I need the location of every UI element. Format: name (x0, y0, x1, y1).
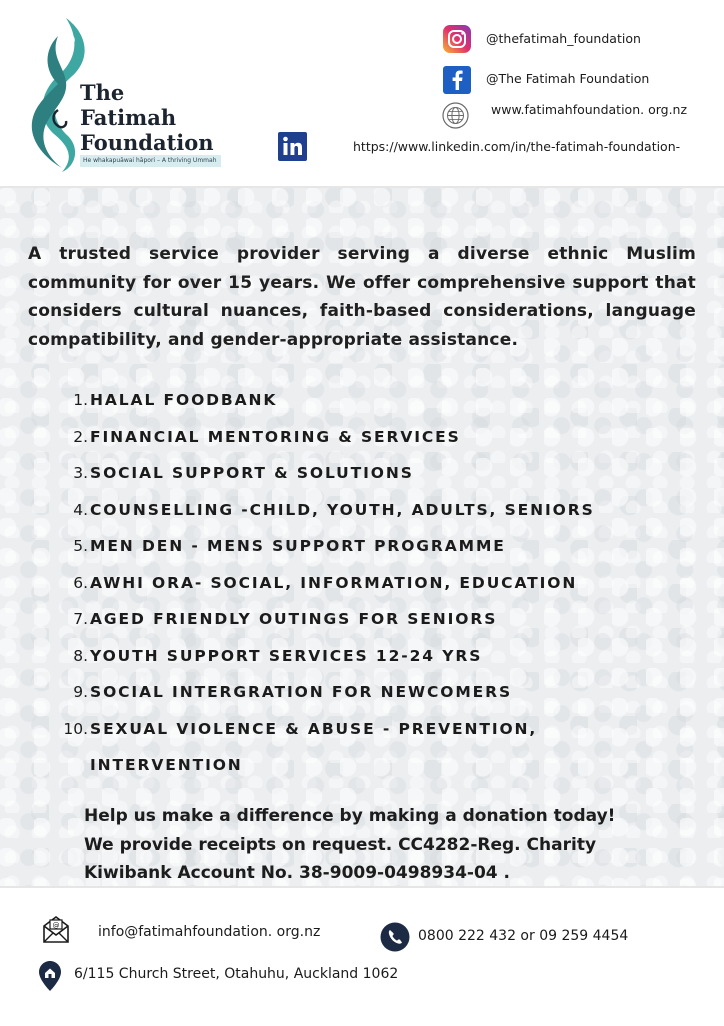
service-text: FINANCIAL MENTORING & SERVICES (90, 427, 461, 446)
service-number: 6. (73, 573, 88, 592)
service-text: HALAL FOODBANK (90, 391, 278, 409)
logo-tagline: He whakapuāwai hāpori – A thriving Ummah (80, 155, 221, 167)
service-text: YOUTH SUPPORT SERVICES 12-24 YRS (90, 646, 483, 665)
service-text-continuation: INTERVENTION (90, 755, 243, 774)
logo-name-line: Fatimah (80, 105, 177, 130)
donation-appeal (84, 802, 615, 886)
service-number: 2. (73, 427, 88, 446)
services-list (56, 386, 595, 787)
service-number: 9. (73, 683, 88, 701)
service-text: COUNSELLING -CHILD, YOUTH, ADULTS, SENIORS (90, 500, 595, 519)
donation-line: Kiwibank Account No. 38-9009-0498934-04 . (84, 863, 510, 883)
website-link[interactable]: www.fatimahfoundation. org.nz (491, 102, 688, 117)
linkedin-icon[interactable] (278, 132, 307, 165)
phone-numbers[interactable]: 0800 222 432 or 09 259 4454 (418, 928, 629, 944)
service-item (56, 605, 595, 642)
service-number: 5. (73, 537, 88, 555)
intro-paragraph: A trusted service provider serving a diverse ethnic Muslim community for over 15 years. We offer comprehensive support that considers cultural nuances, faith-based considerations, language compatibility, and gender-appropriate assistance. (28, 244, 696, 350)
email-icon[interactable] (42, 914, 70, 948)
instagram-icon[interactable] (442, 24, 472, 58)
svg-text:@: @ (52, 921, 60, 930)
service-number: 10. (63, 719, 88, 738)
page-header (0, 0, 724, 188)
service-text: SEXUAL VIOLENCE & ABUSE - PREVENTION, (90, 719, 538, 738)
service-item (56, 423, 595, 460)
location-pin-icon (38, 960, 62, 996)
service-number: 7. (73, 610, 88, 628)
service-number: 8. (73, 646, 88, 665)
instagram-handle[interactable]: @thefatimah_foundation (486, 31, 641, 46)
service-number: 4. (73, 500, 88, 519)
linkedin-link[interactable]: https://www.linkedin.com/in/the-fatimah-foundation- (353, 139, 681, 154)
service-item (56, 496, 595, 533)
donation-line: Help us make a difference by making a donation today! (84, 806, 616, 826)
main-content (0, 188, 724, 886)
service-item (56, 642, 595, 679)
facebook-icon[interactable] (443, 66, 471, 98)
service-text: AGED FRIENDLY OUTINGS FOR SENIORS (90, 610, 498, 628)
service-item (56, 532, 595, 569)
street-address: 6/115 Church Street, Otahuhu, Auckland 1062 (74, 966, 399, 982)
service-text: SOCIAL SUPPORT & SOLUTIONS (90, 464, 414, 482)
donation-line: We provide receipts on request. CC4282-Reg. Charity (84, 834, 597, 855)
globe-icon[interactable] (442, 102, 469, 133)
service-number: 1. (73, 391, 88, 409)
foundation-logo (22, 14, 222, 174)
service-text: MEN DEN - MENS SUPPORT PROGRAMME (90, 537, 506, 555)
service-item (56, 386, 595, 423)
logo-name-line: The (80, 80, 125, 105)
logo-name (80, 80, 214, 155)
service-text: AWHI ORA- SOCIAL, INFORMATION, EDUCATION (90, 573, 578, 592)
service-text: SOCIAL INTERGRATION FOR NEWCOMERS (90, 683, 513, 701)
service-item (56, 459, 595, 496)
logo-name-line: Foundation (80, 130, 214, 155)
service-item (56, 678, 595, 715)
email-address[interactable]: info@fatimahfoundation. org.nz (98, 924, 321, 940)
service-number: 3. (73, 464, 88, 482)
page-footer (0, 886, 724, 1026)
phone-icon[interactable] (380, 922, 410, 956)
facebook-handle[interactable]: @The Fatimah Foundation (486, 71, 650, 86)
service-item (56, 569, 595, 606)
service-item (56, 715, 595, 787)
